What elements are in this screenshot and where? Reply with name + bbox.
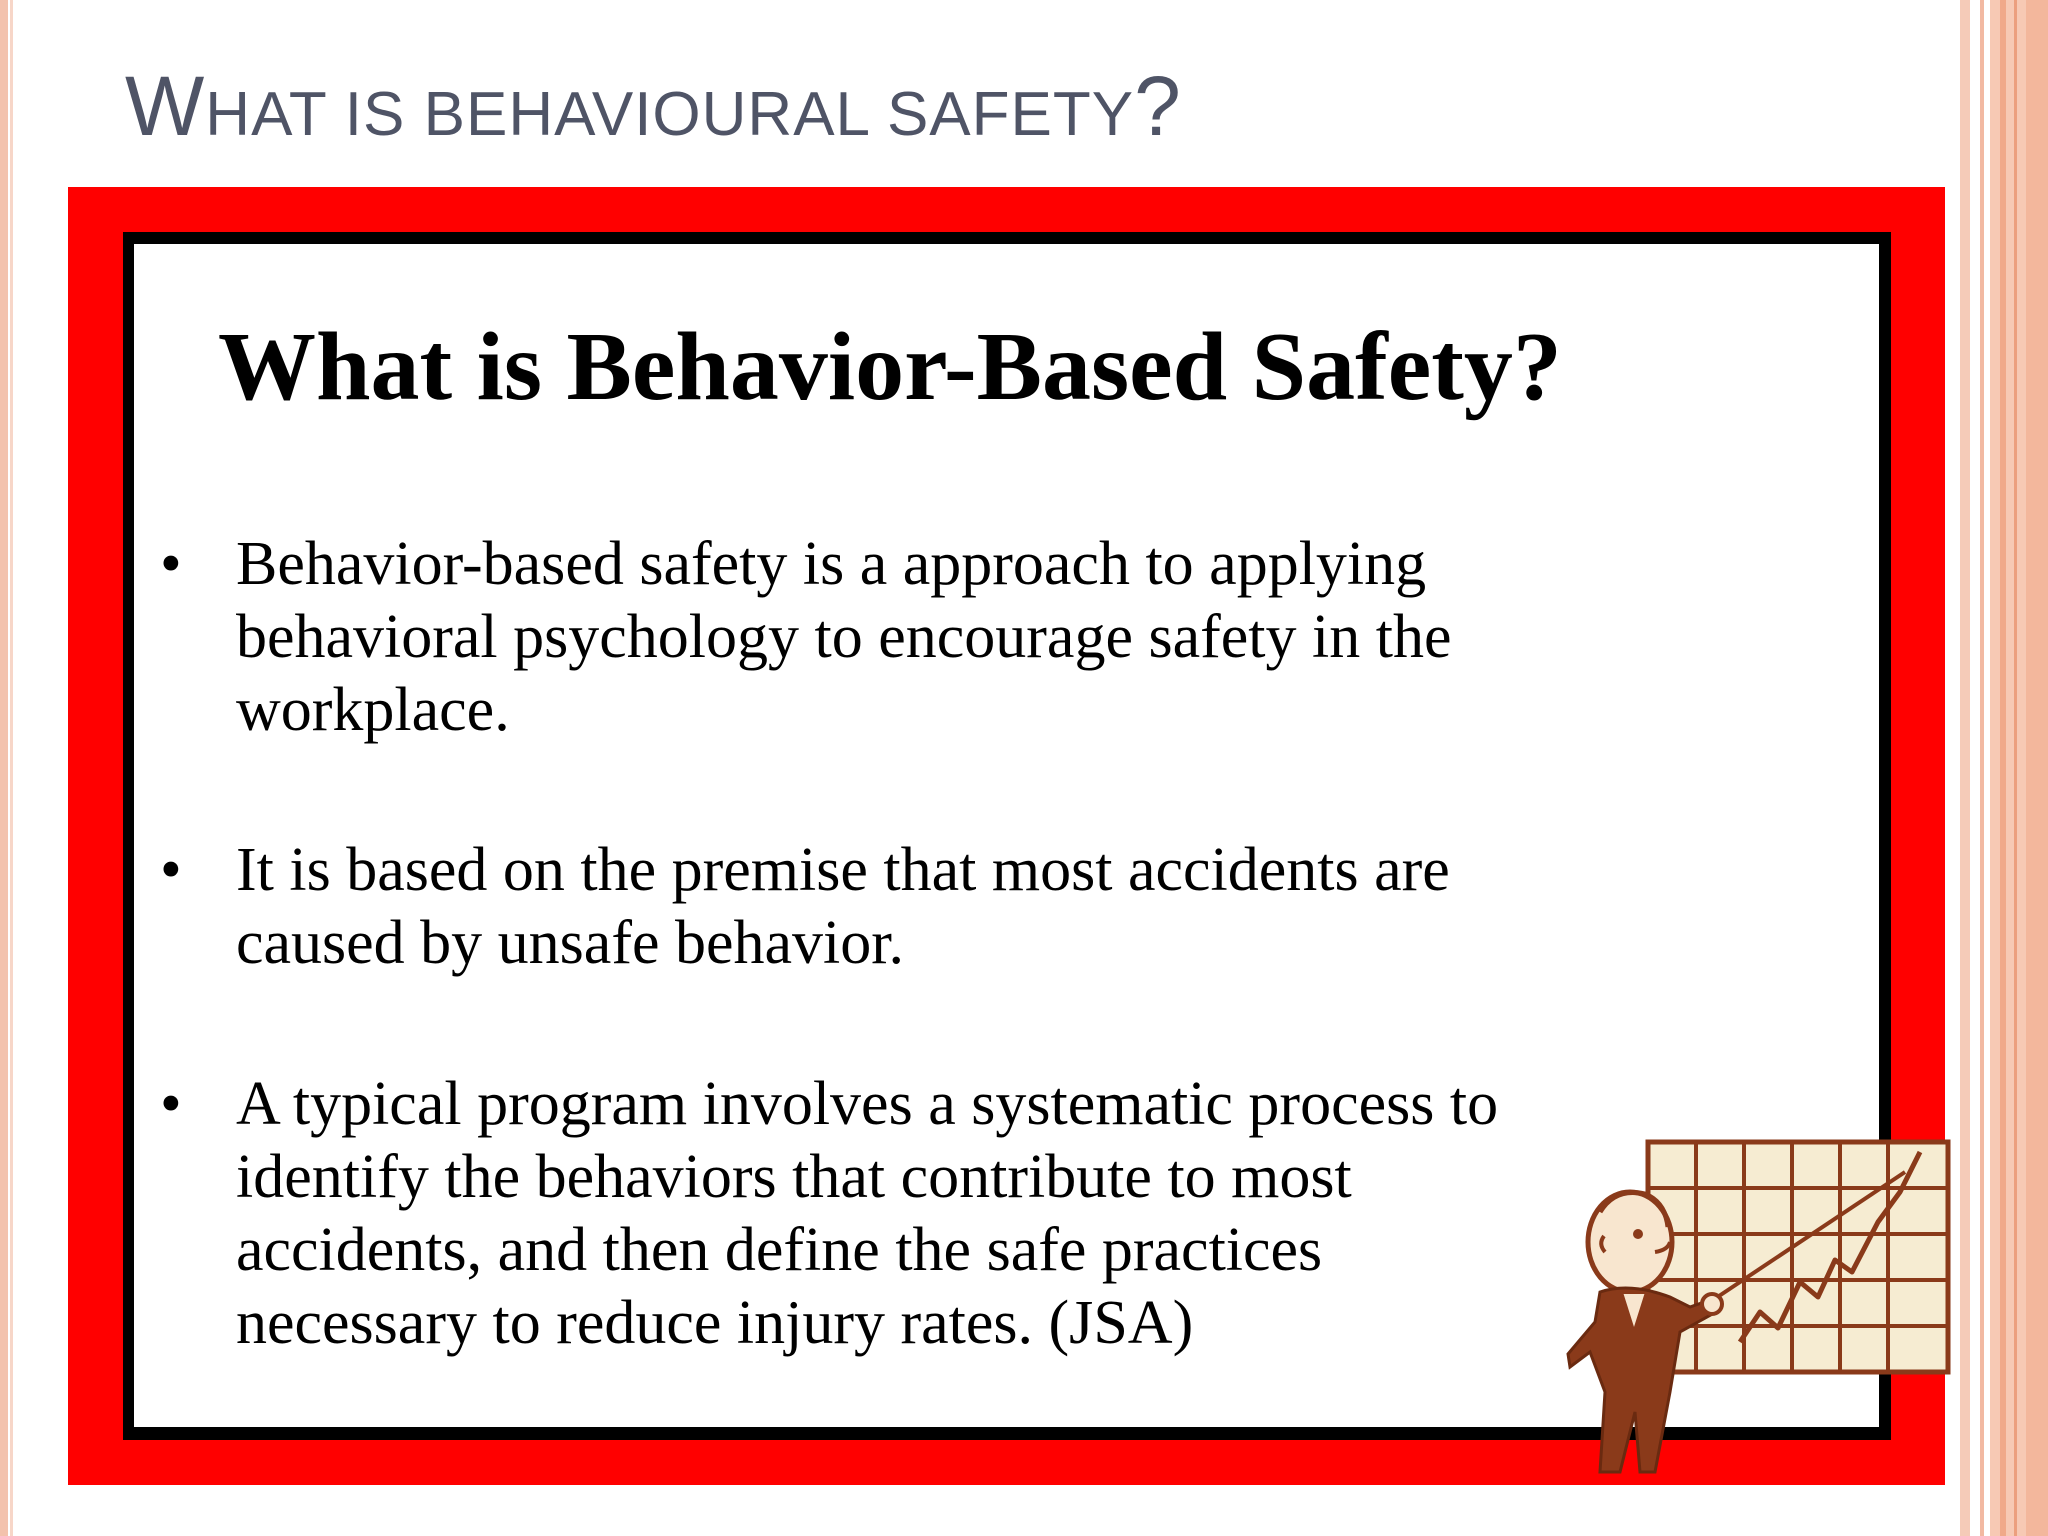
right-border-stripe	[2026, 0, 2048, 1536]
bullet-dot: •	[160, 836, 182, 904]
slide-title-smallcaps: HAT IS BEHAVIOURAL SAFETY	[205, 80, 1135, 149]
slide-title-initial: W	[125, 59, 206, 153]
slide-title	[125, 59, 1182, 153]
right-border-stripe	[1960, 0, 1970, 1536]
bullet-text: A typical program involves a systematic process to identify the behaviors that contribute to most accidents, and then define the safe practices necessary to reduce injury rates. (JSA)	[236, 1070, 1499, 1357]
left-border-stripe	[0, 0, 8, 1536]
right-border-stripe	[2000, 0, 2006, 1536]
slide-title-question-mark: ?	[1134, 59, 1182, 153]
panel-heading: What is Behavior-Based Safety?	[218, 313, 1562, 421]
bullet-dot: •	[160, 1070, 182, 1138]
left-border-stripe	[10, 0, 13, 1536]
right-border-stripe	[1980, 0, 1984, 1536]
bullet-dot: •	[160, 530, 182, 598]
businessman-pointing-at-rising-chart-icon	[1560, 1132, 1960, 1492]
bullet-text: Behavior-based safety is a approach to applying behavioral psychology to encourage safety in the workplace.	[236, 530, 1452, 744]
right-border-stripe	[2014, 0, 2017, 1536]
bullet-text: It is based on the premise that most accidents are caused by unsafe behavior.	[236, 836, 1450, 977]
